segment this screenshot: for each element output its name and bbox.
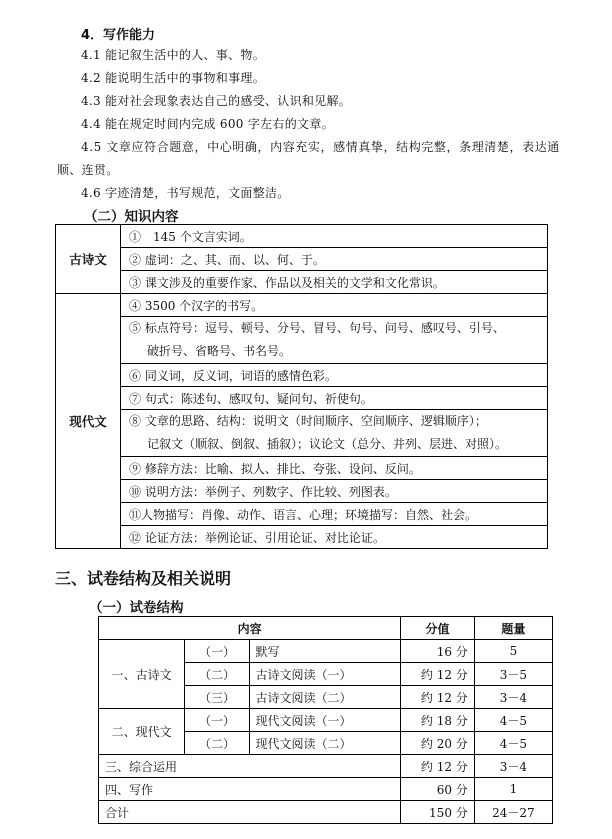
- total-count: 24－27: [474, 801, 552, 824]
- section3-heading: 三、试卷结构及相关说明: [55, 569, 232, 588]
- group-label-modern: 现代文: [56, 294, 121, 549]
- knowledge-item: ⑥ 同义词，反义词，词语的感情色彩。: [121, 364, 548, 387]
- knowledge-item: ⑦ 句式：陈述句、感叹句、疑问句、祈使句。: [121, 387, 548, 410]
- item-count: 3－4: [474, 755, 552, 778]
- knowledge-item: ⑩ 说明方法：举例子、列数字、作比较、列图表。: [121, 480, 548, 503]
- item-score: 约 18 分: [401, 709, 475, 732]
- item-score: 约 12 分: [401, 663, 475, 686]
- knowledge-item: ② 虚词：之、其、而、以、何、于。: [121, 248, 548, 271]
- writing-item: 4.4 能在规定时间内完成 600 字左右的文章。: [81, 117, 334, 131]
- knowledge-item-line: 破折号、省略号、书名号。: [147, 344, 292, 358]
- item-count: 4－5: [474, 709, 552, 732]
- item-name: 默写: [249, 640, 401, 663]
- knowledge-item-line: 记叙文（顺叙、倒叙、插叙）；议论文（总分、并列、层进、对照）。: [147, 437, 508, 451]
- header-content: 内容: [99, 617, 401, 640]
- sub-number: （三）: [185, 686, 249, 709]
- group-classical: 一、古诗文: [99, 640, 185, 709]
- group-label-classical: 古诗文: [56, 225, 121, 294]
- item-name: 现代文阅读（二）: [249, 732, 401, 755]
- total-label: 合计: [99, 801, 401, 824]
- knowledge-item-line: ⑧ 文章的思路、结构：说明文（时间顺序、空间顺序、逻辑顺序）；: [129, 414, 487, 428]
- header-count: 题量: [474, 617, 552, 640]
- item-count: 3－5: [474, 663, 552, 686]
- sub-number: （二）: [185, 663, 249, 686]
- knowledge-item-line: ⑤ 标点符号：逗号、顿号、分号、冒号、句号、问号、感叹号、引号、: [129, 321, 505, 335]
- item-score: 60 分: [401, 778, 475, 801]
- writing-item: 4.1 能记叙生活中的人、事、物。: [81, 48, 265, 62]
- item-score: 约 20 分: [401, 732, 475, 755]
- knowledge-item: ⑫ 论证方法：举例论证、引用论证、对比论证。: [121, 526, 548, 549]
- item-name: 四、写作: [99, 778, 401, 801]
- item-score: 约 12 分: [401, 686, 475, 709]
- item-name: 古诗文阅读（二）: [249, 686, 401, 709]
- sub-number: （二）: [185, 732, 249, 755]
- knowledge-heading: （二）知识内容: [84, 209, 179, 225]
- group-modern: 二、现代文: [99, 709, 185, 755]
- sub-number: （一）: [185, 640, 249, 663]
- knowledge-item: [121, 410, 548, 457]
- knowledge-item: ③ 课文涉及的重要作家、作品以及相关的文学和文化常识。: [121, 271, 548, 294]
- item-count: 3－4: [474, 686, 552, 709]
- knowledge-item: ⑪人物描写：肖像、动作、语言、心理；环境描写：自然、社会。: [121, 503, 548, 526]
- item-count: 4－5: [474, 732, 552, 755]
- knowledge-item: [121, 317, 548, 364]
- writing-item: 4.2 能说明生活中的事物和事理。: [81, 71, 265, 85]
- writing-item: 4.6 字迹清楚，书写规范，文面整洁。: [81, 186, 290, 200]
- item-score: 16 分: [401, 640, 475, 663]
- knowledge-item: ④ 3500 个汉字的书写。: [121, 294, 548, 317]
- item-count: 5: [474, 640, 552, 663]
- item-count: 1: [474, 778, 552, 801]
- knowledge-item: ⑨ 修辞方法：比喻、拟人、排比、夸张、设问、反问。: [121, 457, 548, 480]
- item-name: 三、综合运用: [99, 755, 401, 778]
- writing-item: 4.5 文章应符合题意，中心明确，内容充实，感情真挚，结构完整，条理清楚，表达通: [81, 140, 560, 154]
- writing-heading: 4．写作能力: [81, 28, 156, 43]
- item-score: 约 12 分: [401, 755, 475, 778]
- structure-heading: （一）试卷结构: [89, 600, 184, 616]
- writing-item: 4.3 能对社会现象表达自己的感受、认识和见解。: [81, 94, 352, 108]
- sub-number: （一）: [185, 709, 249, 732]
- item-name: 现代文阅读（一）: [249, 709, 401, 732]
- knowledge-table: [55, 224, 548, 549]
- knowledge-item: ① 145 个文言实词。: [121, 225, 548, 248]
- header-score: 分值: [401, 617, 475, 640]
- total-score: 150 分: [401, 801, 475, 824]
- writing-item-continued: 顺、连贯。: [57, 163, 119, 177]
- item-name: 古诗文阅读（一）: [249, 663, 401, 686]
- structure-table: [98, 616, 553, 824]
